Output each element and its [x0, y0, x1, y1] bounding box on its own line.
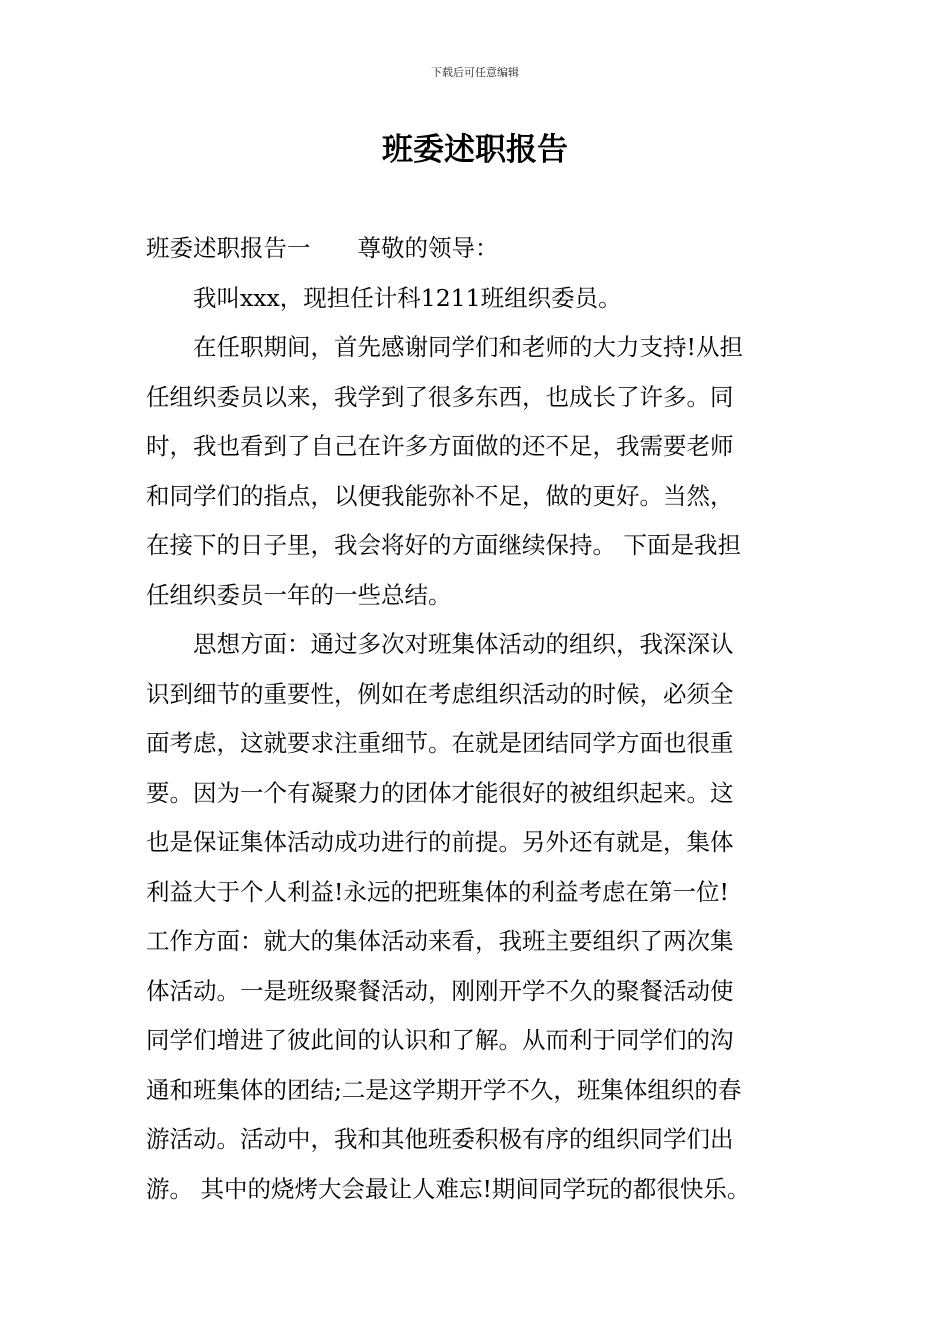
- body-line: 游。 其中的烧烤大会最让人难忘!期间同学玩的都很快乐。: [146, 1174, 751, 1203]
- document-body: [146, 224, 836, 1214]
- body-line: 工作方面：就大的集体活动来看，我班主要组织了两次集: [146, 927, 734, 955]
- body-line: 要。因为一个有凝聚力的团体才能很好的被组织起来。这: [146, 778, 734, 807]
- body-line: 时，我也看到了自己在许多方面做的还不足，我需要老师: [146, 432, 734, 460]
- body-line: 体活动。一是班级聚餐活动，刚刚开学不久的聚餐活动使: [146, 976, 734, 1005]
- body-line: 思想方面：通过多次对班集体活动的组织，我深深认: [146, 630, 734, 658]
- body-line: 通和班集体的团结;二是这学期开学不久，班集体组织的春: [146, 1075, 742, 1104]
- body-line: 也是保证集体活动成功进行的前提。另外还有就是，集体: [146, 828, 734, 856]
- body-line: 利益大于个人利益!永远的把班集体的利益考虑在第一位!: [146, 877, 729, 906]
- body-line: 班委述职报告一 尊敬的领导：: [146, 234, 499, 262]
- body-line: 任组织委员以来，我学到了很多东西，也成长了许多。同: [146, 382, 734, 411]
- body-line: 游活动。活动中，我和其他班委积极有序的组织同学们出: [146, 1125, 734, 1153]
- document-title: 班委述职报告: [382, 132, 568, 168]
- header-note: 下载后可任意编辑: [431, 66, 519, 79]
- body-line: 我叫xxx，现担任计科1211班组织委员。: [146, 283, 622, 312]
- body-line: 和同学们的指点，以便我能弥补不足，做的更好。当然，: [146, 481, 734, 510]
- body-line: 面考虑，这就要求注重细节。在就是团结同学方面也很重: [146, 729, 734, 757]
- body-line: 同学们增进了彼此间的认识和了解。从而利于同学们的沟: [146, 1026, 734, 1054]
- body-line: 在任职期间，首先感谢同学们和老师的大力支持!从担: [146, 333, 743, 361]
- body-line: 在接下的日子里，我会将好的方面继续保持。 下面是我担: [146, 531, 741, 559]
- body-line: 任组织委员一年的一些总结。: [146, 580, 452, 609]
- body-line: 识到细节的重要性，例如在考虑组织活动的时候，必须全: [146, 679, 734, 708]
